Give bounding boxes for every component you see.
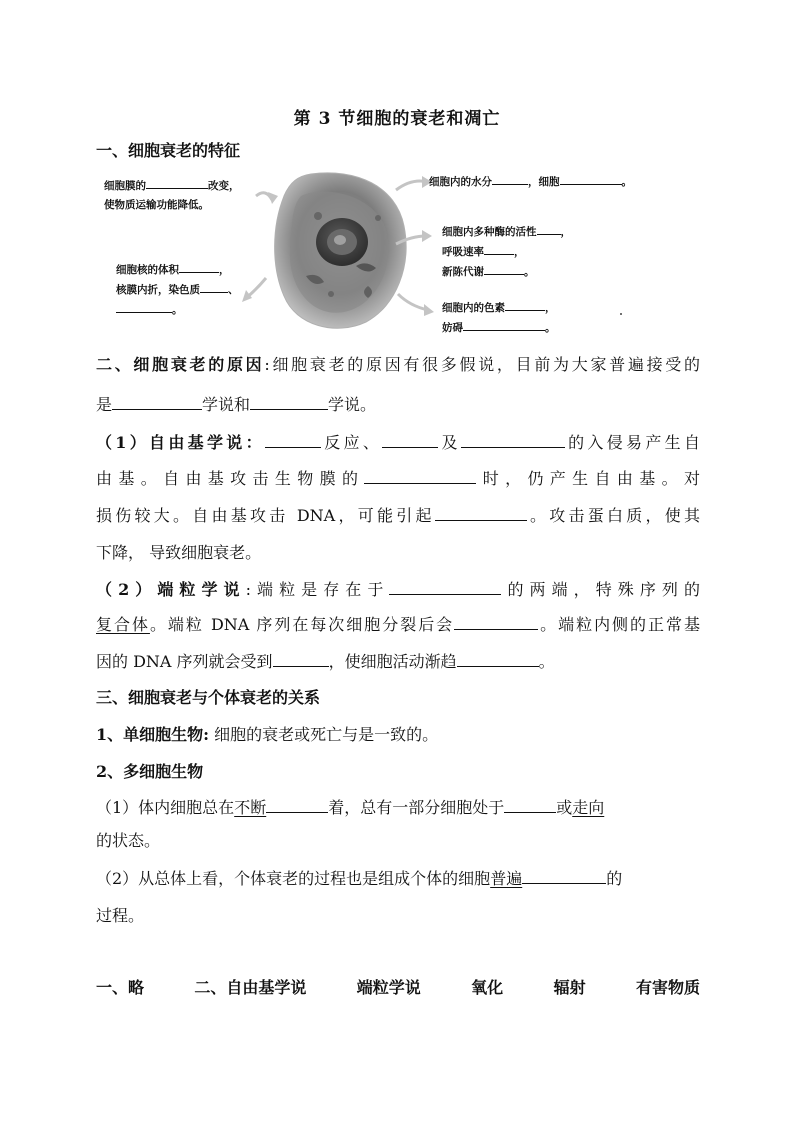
blank-chromatin[interactable] (200, 280, 228, 293)
free-radical-line-1: （1）自由基学说： 反应、 及 的入侵易产生自 (96, 433, 700, 452)
blank-enzyme[interactable] (537, 222, 561, 235)
caption-enzyme: 细胞内多种酶的活性 ， 呼吸速率 ， 新陈代谢 。 (442, 222, 571, 282)
blank-hinder[interactable] (463, 318, 545, 331)
blank-reaction[interactable] (265, 433, 321, 448)
blank-cell-volume[interactable] (560, 172, 622, 185)
answer-item: 辐射 (553, 978, 586, 997)
blank-theory-1[interactable] (112, 395, 202, 410)
blank-shorten[interactable] (454, 615, 538, 630)
unicellular-line: 1、单细胞生物: 细胞的衰老或死亡与是一致的。 (96, 725, 439, 744)
blank-respiration[interactable] (484, 242, 514, 255)
answer-item: 二、自由基学说 (194, 978, 307, 997)
free-radical-line-3: 损伤较大。自由基攻击 DNA，可能引起 。攻击蛋白质，使其 (96, 506, 700, 525)
blank-renewal[interactable] (266, 798, 328, 813)
blank-membrane[interactable] (146, 176, 208, 189)
caption-pigment: 细胞内的色素 ， 妨碍 。 (442, 298, 556, 338)
answer-item: 氧化 (471, 978, 504, 997)
multicellular-line-2: 的状态。 (96, 831, 161, 850)
multicellular-line-1: （1）体内细胞总在不断 着，总有一部分细胞处于 或走向 (96, 798, 605, 817)
cell-figure (96, 166, 696, 342)
blank-chromosome[interactable] (389, 580, 501, 595)
multicellular-line-4: 过程。 (96, 906, 145, 925)
telomere-line-3: 因的 DNA 序列就会受到 ，使细胞活动渐趋 。 (96, 652, 555, 671)
blank-pigment[interactable] (505, 298, 545, 311)
blank-biomembrane[interactable] (364, 469, 476, 484)
telomere-line-2: 复合体。端粒 DNA 序列在每次细胞分裂后会 。端粒内侧的正常基 (96, 615, 700, 634)
blank-mutation[interactable] (435, 506, 527, 521)
page-title: 第 3 节细胞的衰老和凋亡 (293, 109, 501, 129)
blank-aging[interactable] (504, 798, 556, 813)
blank-damage[interactable] (273, 652, 329, 667)
section2-intro: 二、细胞衰老的原因:细胞衰老的原因有很多假说，目前为大家普遍接受的 (96, 355, 700, 374)
blank-water[interactable] (492, 172, 528, 185)
caption-water: 细胞内的水分 ，细胞 。 (429, 172, 632, 192)
blank-nucleus[interactable] (179, 260, 219, 273)
blank-metabolism[interactable] (484, 262, 524, 275)
answer-item: 一、略 (96, 978, 145, 997)
caption-membrane: 细胞膜的 改变， 使物质运输功能降低。 (104, 176, 240, 215)
blank-radiation[interactable] (382, 433, 438, 448)
telomere-line-1: （2）端粒学说:端粒是存在于 的两端，特殊序列的 (96, 580, 700, 599)
section1-heading: 一、细胞衰老的特征 (96, 141, 241, 160)
multicellular-heading: 2、多细胞生物 (96, 762, 204, 781)
section2-intro-2: 是 学说和 学说。 (96, 395, 377, 414)
free-radical-line-4: 下降， 导致细胞衰老。 (96, 543, 262, 562)
blank-chromatin-2[interactable] (116, 300, 172, 313)
answer-item: 端粒学说 (356, 978, 421, 997)
blank-abnormal[interactable] (457, 652, 539, 667)
answer-item: 有害物质 (635, 978, 700, 997)
blank-harmful[interactable] (461, 433, 565, 448)
section3-heading: 三、细胞衰老与个体衰老的关系 (96, 688, 321, 707)
free-radical-line-2: 由基。自由基攻击生物膜的 时，仍产生自由基。对 (96, 469, 700, 488)
answer-key (96, 975, 700, 998)
blank-aging-process[interactable] (522, 869, 606, 884)
multicellular-line-3: （2）从总体上看，个体衰老的过程也是组成个体的细胞普遍 的 (96, 869, 623, 888)
caption-nucleus: 细胞核的体积 ， 核膜内折，染色质 、 。 (116, 260, 239, 320)
blank-theory-2[interactable] (250, 395, 328, 410)
